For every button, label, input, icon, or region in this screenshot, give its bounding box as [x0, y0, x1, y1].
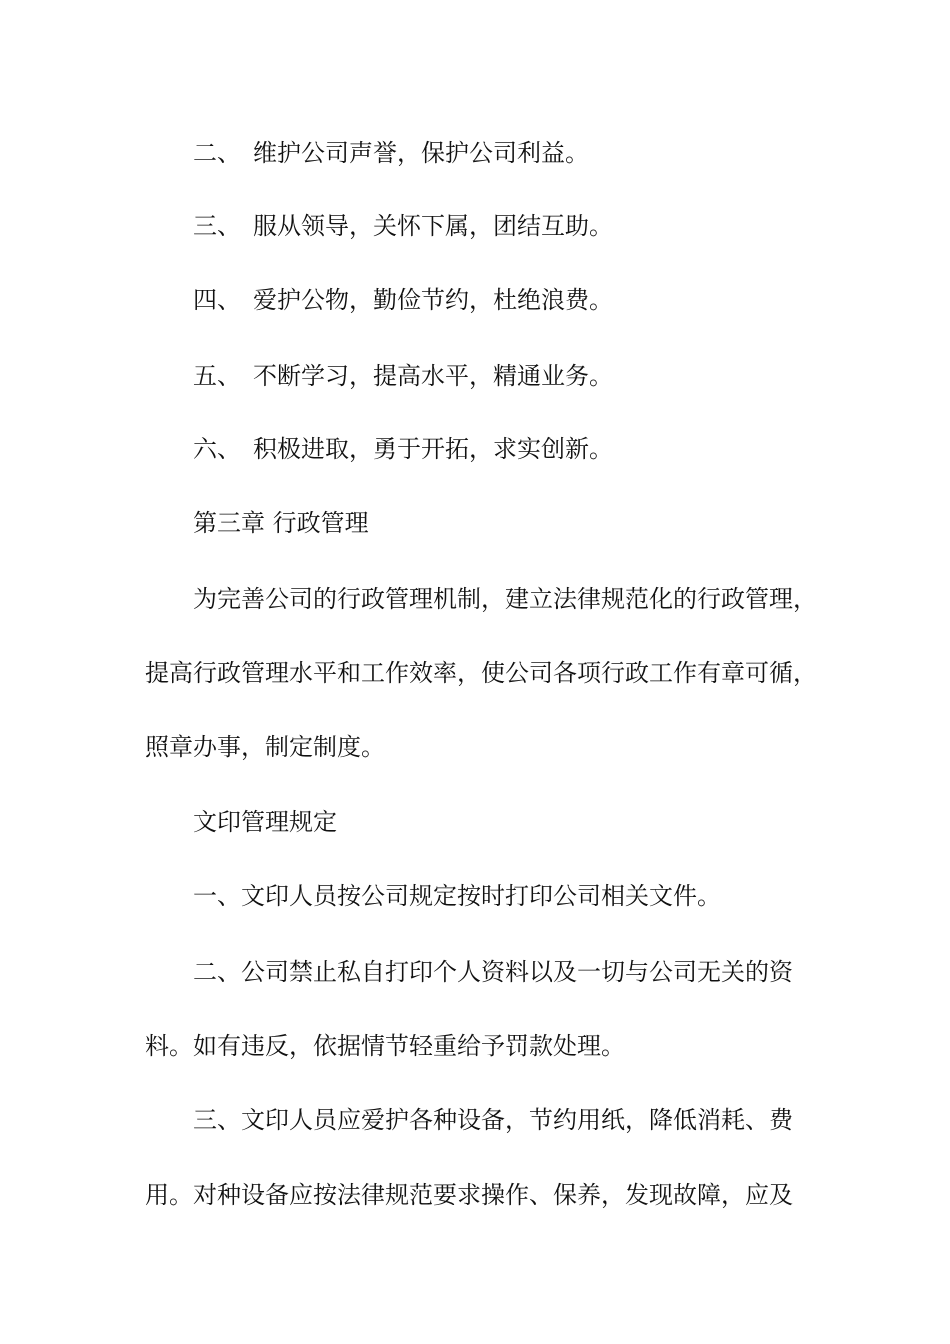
principle-item	[193, 138, 950, 168]
principle-text: 服从领导，关怀下属，团结互助。	[253, 212, 613, 240]
rule-line: 料。如有违反，依据情节轻重给予罚款处理。	[145, 1032, 625, 1060]
principle-item	[193, 211, 950, 241]
principle-number: 六、	[193, 435, 241, 463]
principle-number: 二、	[193, 139, 241, 167]
principle-text: 不断学习，提高水平，精通业务。	[253, 362, 613, 390]
chapter-title: 第三章 行政管理	[193, 509, 369, 537]
principle-item	[193, 285, 950, 315]
rule-line: 用。对种设备应按法律规范要求操作、保养，发现故障，应及	[145, 1181, 793, 1209]
section-title: 文印管理规定	[193, 808, 337, 836]
rule-line: 三、文印人员应爱护各种设备，节约用纸，降低消耗、费	[193, 1106, 793, 1134]
principle-text: 维护公司声誉，保护公司利益。	[253, 139, 589, 167]
principle-number: 三、	[193, 212, 241, 240]
principle-item	[193, 434, 950, 464]
principle-item	[193, 361, 950, 391]
principle-text: 爱护公物，勤俭节约，杜绝浪费。	[253, 286, 613, 314]
principle-number: 五、	[193, 362, 241, 390]
rule-line: 二、公司禁止私自打印个人资料以及一切与公司无关的资	[193, 958, 793, 986]
rule-line: 一、文印人员按公司规定按时打印公司相关文件。	[193, 882, 721, 910]
intro-line: 照章办事，制定制度。	[145, 733, 385, 761]
intro-line: 为完善公司的行政管理机制，建立法律规范化的行政管理，	[193, 585, 817, 613]
principle-number: 四、	[193, 286, 241, 314]
principle-text: 积极进取，勇于开拓，求实创新。	[253, 435, 613, 463]
intro-line: 提高行政管理水平和工作效率，使公司各项行政工作有章可循，	[145, 659, 817, 687]
